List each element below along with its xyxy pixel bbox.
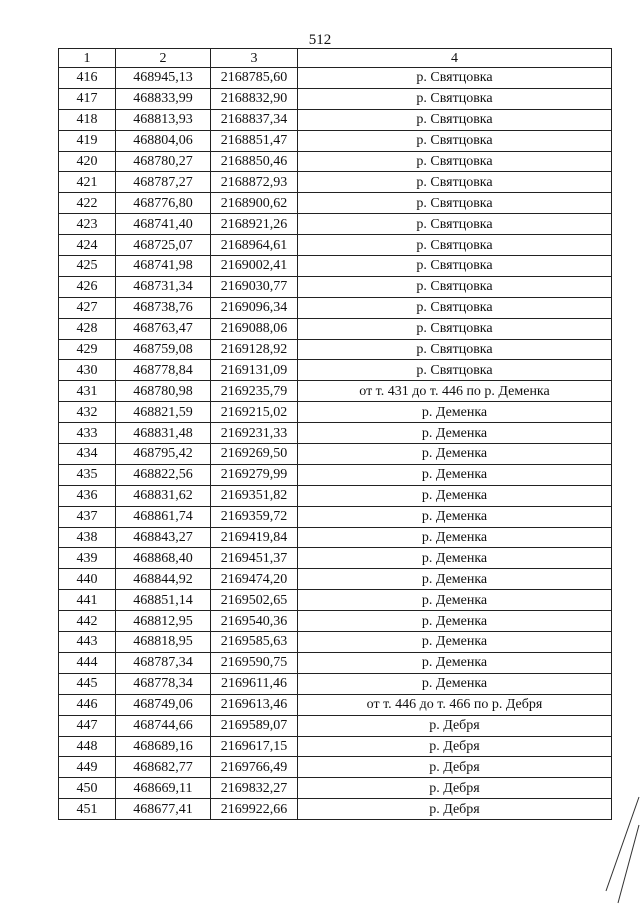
- cell-point-number: 442: [59, 611, 116, 632]
- cell-coordinate-y: 2169096,34: [211, 297, 298, 318]
- cell-point-number: 417: [59, 88, 116, 109]
- cell-coordinate-y: 2169419,84: [211, 527, 298, 548]
- cell-coordinate-y: 2169474,20: [211, 569, 298, 590]
- cell-coordinate-y: 2169215,02: [211, 402, 298, 423]
- table-row: [59, 569, 612, 590]
- table-row: [59, 256, 612, 277]
- cell-description: р. Деменка: [298, 485, 612, 506]
- table-row: [59, 68, 612, 89]
- table-row: [59, 276, 612, 297]
- cell-coordinate-x: 468821,59: [116, 402, 211, 423]
- cell-coordinate-x: 468851,14: [116, 590, 211, 611]
- cell-coordinate-y: 2169590,75: [211, 652, 298, 673]
- table-row: [59, 673, 612, 694]
- cell-coordinate-y: 2169002,41: [211, 256, 298, 277]
- cell-coordinate-y: 2168850,46: [211, 151, 298, 172]
- cell-description: р. Святцовка: [298, 68, 612, 89]
- cell-description: р. Святцовка: [298, 276, 612, 297]
- cell-description: р. Святцовка: [298, 130, 612, 151]
- cell-description: р. Деменка: [298, 673, 612, 694]
- cell-description: р. Дебря: [298, 799, 612, 820]
- cell-description: от т. 446 до т. 466 по р. Дебря: [298, 694, 612, 715]
- table-row: [59, 778, 612, 799]
- cell-coordinate-x: 468759,08: [116, 339, 211, 360]
- cell-coordinate-x: 468831,48: [116, 423, 211, 444]
- cell-coordinate-x: 468795,42: [116, 444, 211, 465]
- cell-point-number: 424: [59, 235, 116, 256]
- table-row: [59, 632, 612, 653]
- cell-coordinate-x: 468813,93: [116, 109, 211, 130]
- cell-coordinate-y: 2169922,66: [211, 799, 298, 820]
- cell-description: р. Деменка: [298, 527, 612, 548]
- table-row: [59, 506, 612, 527]
- cell-coordinate-x: 468833,99: [116, 88, 211, 109]
- cell-coordinate-y: 2169540,36: [211, 611, 298, 632]
- cell-coordinate-y: 2169585,63: [211, 632, 298, 653]
- header-coordinate-y: 3: [211, 49, 298, 68]
- table-row: [59, 214, 612, 235]
- cell-coordinate-y: 2168872,93: [211, 172, 298, 193]
- header-point-number: 1: [59, 49, 116, 68]
- cell-coordinate-x: 468843,27: [116, 527, 211, 548]
- cell-point-number: 450: [59, 778, 116, 799]
- cell-coordinate-y: 2169589,07: [211, 715, 298, 736]
- cell-point-number: 446: [59, 694, 116, 715]
- cell-coordinate-y: 2169451,37: [211, 548, 298, 569]
- cell-coordinate-x: 468677,41: [116, 799, 211, 820]
- cell-coordinate-y: 2168851,47: [211, 130, 298, 151]
- table-row: [59, 360, 612, 381]
- cell-description: р. Святцовка: [298, 235, 612, 256]
- cell-coordinate-x: 468822,56: [116, 464, 211, 485]
- cell-coordinate-x: 468778,84: [116, 360, 211, 381]
- cell-description: р. Дебря: [298, 736, 612, 757]
- table-row: [59, 652, 612, 673]
- cell-coordinate-y: 2169131,09: [211, 360, 298, 381]
- cell-description: р. Святцовка: [298, 193, 612, 214]
- cell-description: р. Дебря: [298, 715, 612, 736]
- cell-description: р. Деменка: [298, 423, 612, 444]
- table-row: [59, 318, 612, 339]
- table-row: [59, 402, 612, 423]
- cell-coordinate-y: 2168785,60: [211, 68, 298, 89]
- cell-point-number: 434: [59, 444, 116, 465]
- cell-coordinate-y: 2169235,79: [211, 381, 298, 402]
- table-row: [59, 339, 612, 360]
- table-row: [59, 172, 612, 193]
- cell-coordinate-x: 468831,62: [116, 485, 211, 506]
- cell-point-number: 438: [59, 527, 116, 548]
- cell-coordinate-y: 2168832,90: [211, 88, 298, 109]
- cell-point-number: 427: [59, 297, 116, 318]
- table-header-row: [59, 49, 612, 68]
- table-row: [59, 464, 612, 485]
- cell-point-number: 422: [59, 193, 116, 214]
- table-row: [59, 694, 612, 715]
- cell-point-number: 416: [59, 68, 116, 89]
- cell-description: р. Деменка: [298, 464, 612, 485]
- cell-coordinate-y: 2169351,82: [211, 485, 298, 506]
- cell-description: р. Деменка: [298, 548, 612, 569]
- cell-coordinate-y: 2169128,92: [211, 339, 298, 360]
- table-row: [59, 109, 612, 130]
- cell-description: р. Святцовка: [298, 88, 612, 109]
- cell-point-number: 423: [59, 214, 116, 235]
- cell-coordinate-y: 2169502,65: [211, 590, 298, 611]
- cell-point-number: 418: [59, 109, 116, 130]
- cell-point-number: 419: [59, 130, 116, 151]
- header-coordinate-x: 2: [116, 49, 211, 68]
- cell-coordinate-x: 468776,80: [116, 193, 211, 214]
- cell-coordinate-x: 468749,06: [116, 694, 211, 715]
- cell-point-number: 449: [59, 757, 116, 778]
- cell-coordinate-x: 468787,27: [116, 172, 211, 193]
- cell-description: р. Святцовка: [298, 297, 612, 318]
- cell-point-number: 439: [59, 548, 116, 569]
- cell-coordinate-y: 2169269,50: [211, 444, 298, 465]
- cell-coordinate-x: 468682,77: [116, 757, 211, 778]
- cell-coordinate-y: 2169617,15: [211, 736, 298, 757]
- table-row: [59, 736, 612, 757]
- cell-description: р. Святцовка: [298, 151, 612, 172]
- table-row: [59, 611, 612, 632]
- cell-coordinate-x: 468844,92: [116, 569, 211, 590]
- cell-description: р. Деменка: [298, 652, 612, 673]
- cell-coordinate-x: 468744,66: [116, 715, 211, 736]
- cell-coordinate-x: 468868,40: [116, 548, 211, 569]
- cell-point-number: 426: [59, 276, 116, 297]
- table-row: [59, 527, 612, 548]
- cell-description: от т. 431 до т. 446 по р. Деменка: [298, 381, 612, 402]
- cell-coordinate-x: 468669,11: [116, 778, 211, 799]
- cell-description: р. Святцовка: [298, 214, 612, 235]
- cell-point-number: 432: [59, 402, 116, 423]
- table-row: [59, 381, 612, 402]
- cell-point-number: 448: [59, 736, 116, 757]
- table-row: [59, 130, 612, 151]
- cell-coordinate-y: 2168921,26: [211, 214, 298, 235]
- cell-coordinate-x: 468763,47: [116, 318, 211, 339]
- cell-coordinate-x: 468804,06: [116, 130, 211, 151]
- cell-coordinate-y: 2169611,46: [211, 673, 298, 694]
- cell-coordinate-y: 2169832,27: [211, 778, 298, 799]
- table-row: [59, 235, 612, 256]
- cell-description: р. Деменка: [298, 444, 612, 465]
- table-row: [59, 444, 612, 465]
- cell-coordinate-y: 2169279,99: [211, 464, 298, 485]
- table-row: [59, 715, 612, 736]
- header-description: 4: [298, 49, 612, 68]
- page-number: 512: [308, 32, 332, 48]
- cell-coordinate-y: 2168964,61: [211, 235, 298, 256]
- table-row: [59, 485, 612, 506]
- cell-point-number: 429: [59, 339, 116, 360]
- table-row: [59, 548, 612, 569]
- cell-coordinate-x: 468780,27: [116, 151, 211, 172]
- table-row: [59, 151, 612, 172]
- cell-coordinate-y: 2168837,34: [211, 109, 298, 130]
- cell-coordinate-y: 2168900,62: [211, 193, 298, 214]
- cell-coordinate-y: 2169613,46: [211, 694, 298, 715]
- table-body: [59, 68, 612, 820]
- cell-description: р. Святцовка: [298, 339, 612, 360]
- cell-coordinate-x: 468945,13: [116, 68, 211, 89]
- cell-coordinate-x: 468731,34: [116, 276, 211, 297]
- table-row: [59, 193, 612, 214]
- cell-description: р. Святцовка: [298, 109, 612, 130]
- cell-point-number: 451: [59, 799, 116, 820]
- cell-coordinate-x: 468812,95: [116, 611, 211, 632]
- table-row: [59, 423, 612, 444]
- table-row: [59, 757, 612, 778]
- cell-point-number: 420: [59, 151, 116, 172]
- table-row: [59, 88, 612, 109]
- cell-point-number: 437: [59, 506, 116, 527]
- cell-description: р. Деменка: [298, 506, 612, 527]
- cell-coordinate-y: 2169088,06: [211, 318, 298, 339]
- cell-description: р. Святцовка: [298, 318, 612, 339]
- cell-coordinate-x: 468780,98: [116, 381, 211, 402]
- cell-point-number: 445: [59, 673, 116, 694]
- cell-coordinate-y: 2169766,49: [211, 757, 298, 778]
- cell-coordinate-x: 468787,34: [116, 652, 211, 673]
- cell-description: р. Деменка: [298, 611, 612, 632]
- cell-coordinate-x: 468741,98: [116, 256, 211, 277]
- cell-point-number: 436: [59, 485, 116, 506]
- cell-coordinate-y: 2169030,77: [211, 276, 298, 297]
- cell-description: р. Святцовка: [298, 172, 612, 193]
- scan-corner-line: [600, 795, 640, 905]
- cell-coordinate-y: 2169231,33: [211, 423, 298, 444]
- cell-description: р. Святцовка: [298, 256, 612, 277]
- cell-coordinate-x: 468738,76: [116, 297, 211, 318]
- cell-coordinate-y: 2169359,72: [211, 506, 298, 527]
- table-row: [59, 799, 612, 820]
- coordinates-table: [58, 48, 612, 820]
- cell-point-number: 430: [59, 360, 116, 381]
- cell-point-number: 425: [59, 256, 116, 277]
- table-row: [59, 590, 612, 611]
- cell-description: р. Святцовка: [298, 360, 612, 381]
- cell-coordinate-x: 468818,95: [116, 632, 211, 653]
- cell-point-number: 447: [59, 715, 116, 736]
- cell-description: р. Деменка: [298, 569, 612, 590]
- cell-description: р. Деменка: [298, 632, 612, 653]
- cell-description: р. Деменка: [298, 590, 612, 611]
- cell-point-number: 435: [59, 464, 116, 485]
- cell-point-number: 428: [59, 318, 116, 339]
- cell-coordinate-x: 468725,07: [116, 235, 211, 256]
- cell-description: р. Дебря: [298, 757, 612, 778]
- cell-point-number: 421: [59, 172, 116, 193]
- cell-description: р. Деменка: [298, 402, 612, 423]
- cell-point-number: 444: [59, 652, 116, 673]
- cell-point-number: 440: [59, 569, 116, 590]
- table-row: [59, 297, 612, 318]
- cell-coordinate-x: 468741,40: [116, 214, 211, 235]
- cell-point-number: 443: [59, 632, 116, 653]
- cell-coordinate-x: 468778,34: [116, 673, 211, 694]
- cell-point-number: 433: [59, 423, 116, 444]
- cell-point-number: 441: [59, 590, 116, 611]
- cell-coordinate-x: 468689,16: [116, 736, 211, 757]
- cell-coordinate-x: 468861,74: [116, 506, 211, 527]
- cell-point-number: 431: [59, 381, 116, 402]
- cell-description: р. Дебря: [298, 778, 612, 799]
